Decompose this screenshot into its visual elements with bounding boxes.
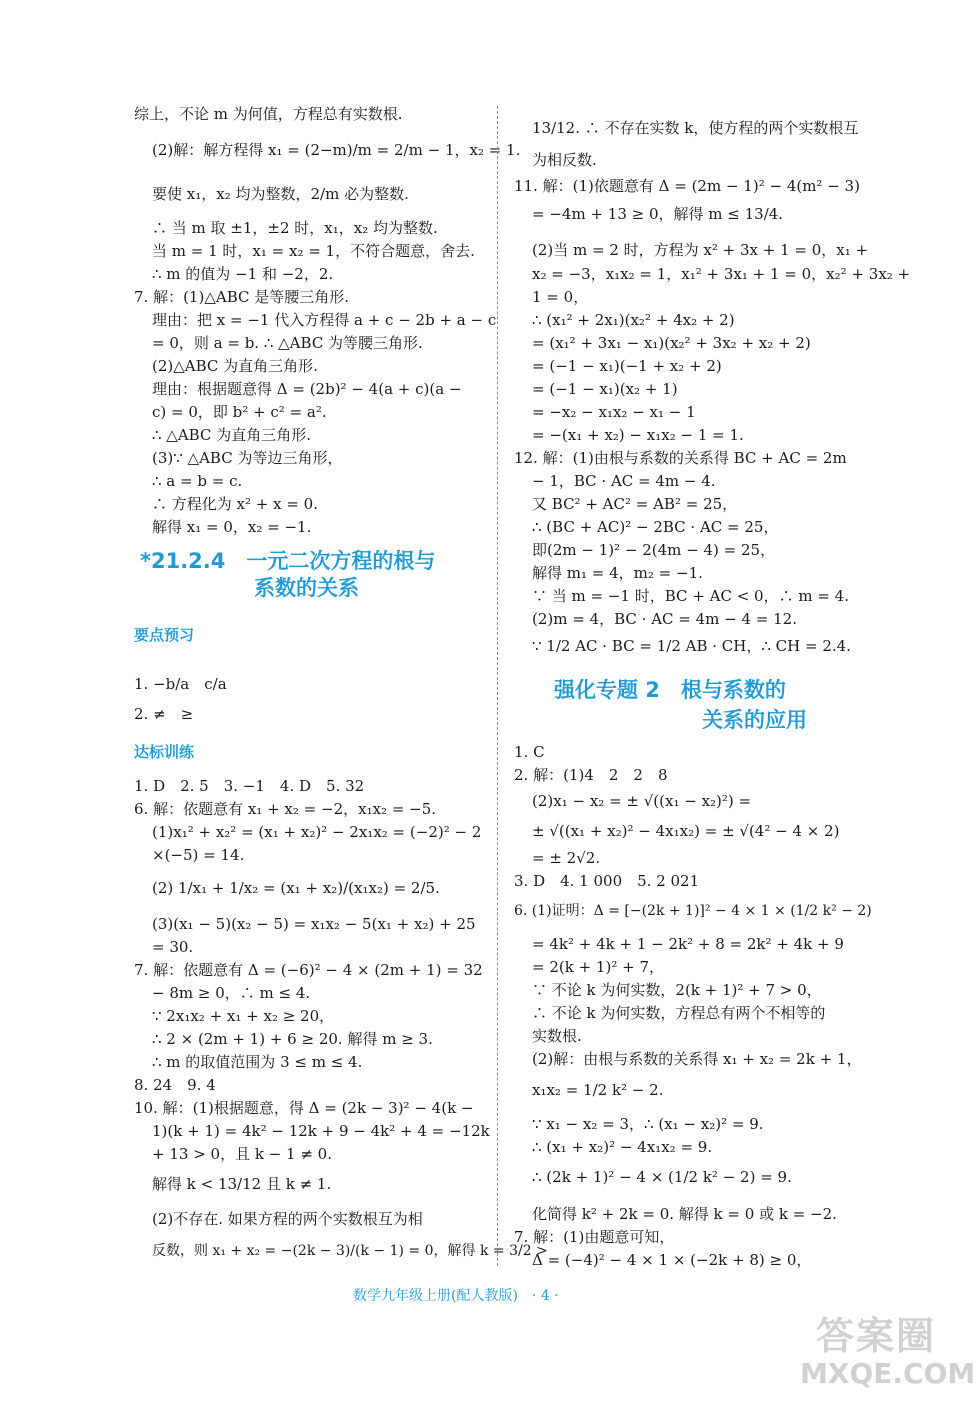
watermark-logo-top: 答案圈 xyxy=(816,1314,937,1358)
text-line: ×(−5) = 14. xyxy=(152,846,245,864)
text-line: ∴ (x₁ + x₂)² − 4x₁x₂ = 9. xyxy=(532,1138,713,1156)
text-line: Δ = (−4)² − 4 × 1 × (−2k + 8) ≥ 0， xyxy=(532,1251,812,1269)
text-line: 1 = 0， xyxy=(532,288,589,306)
text-line: 6. (1)证明：Δ = [−(2k + 1)]² − 4 × 1 × (1/2 k² − 2) xyxy=(514,903,872,919)
text-line: ∴ m 的取值范围为 3 ≤ m ≤ 4. xyxy=(152,1053,363,1071)
text-line: 11. 解：(1)依题意有 Δ = (2m − 1)² − 4(m² − 3) xyxy=(514,177,860,195)
section-title-cont: 关系的应用 xyxy=(702,708,807,732)
text-line: ∴ (2k + 1)² − 4 × (1/2 k² − 2) = 9. xyxy=(532,1168,792,1186)
text-line: c) = 0，即 b² + c² = a². xyxy=(152,403,327,421)
text-line: ± √((x₁ + x₂)² − 4x₁x₂) = ± √(4² − 4 × 2) xyxy=(532,822,840,840)
text-line: (3)(x₁ − 5)(x₂ − 5) = x₁x₂ − 5(x₁ + x₂) + 25 xyxy=(152,915,476,933)
section-title-cont: 系数的关系 xyxy=(254,576,359,600)
text-line: 12. 解：(1)由根与系数的关系得 BC + AC = 2m xyxy=(514,449,847,467)
text-line: ∵ 2x₁x₂ + x₁ + x₂ ≥ 20， xyxy=(152,1007,335,1025)
text-line: 理由：根据题意得 Δ = (2b)² − 4(a + c)(a − xyxy=(152,380,462,398)
preview-heading: 要点预习 xyxy=(134,626,195,644)
text-line: 为相反数. xyxy=(532,151,597,169)
text-line: 又 BC² + AC² = AB² = 25， xyxy=(532,495,738,513)
text-line: (2) 1/x₁ + 1/x₂ = (x₁ + x₂)/(x₁x₂) = 2/5. xyxy=(152,879,440,897)
text-line: (2)x₁ − x₂ = ± √((x₁ − x₂)²) = xyxy=(532,792,752,810)
text-line: = (−1 − x₁)(−1 + x₂ + 2) xyxy=(532,357,722,375)
text-line: = ± 2√2. xyxy=(532,849,601,867)
text-line: 1)(k + 1) = 4k² − 12k + 9 − 4k² + 4 = −12k xyxy=(152,1122,490,1140)
text-line: (2)△ABC 为直角三角形. xyxy=(152,357,318,375)
text-line: 1. C xyxy=(514,743,545,761)
text-line: 理由：把 x = −1 代入方程得 a + c − 2b + a − c xyxy=(152,311,497,329)
text-line: = −4m + 13 ≥ 0，解得 m ≤ 13/4. xyxy=(532,205,784,223)
text-line: 2. ≠ ≥ xyxy=(134,705,194,723)
watermark-logo xyxy=(800,1305,976,1397)
text-line: 当 m = 1 时，x₁ = x₂ = 1，不符合题意，舍去. xyxy=(152,242,475,260)
text-line: ∴ 不论 k 为何实数，方程总有两个不相等的 xyxy=(532,1004,826,1022)
text-line: ∴ m 的值为 −1 和 −2，2. xyxy=(152,265,334,283)
page-footer: 数学九年级上册(配人教版) · 4 · xyxy=(353,1288,559,1304)
text-line: 2. 解：(1)4 2 2 8 xyxy=(514,766,668,784)
text-line: 化简得 k² + 2k = 0. 解得 k = 0 或 k = −2. xyxy=(532,1205,837,1223)
text-line: ∵ 1/2 AC · BC = 1/2 AB · CH，∴ CH = 2.4. xyxy=(532,637,851,655)
text-line: 13/12. ∴ 不存在实数 k，使方程的两个实数根互 xyxy=(532,119,859,137)
text-line: = 4k² + 4k + 1 − 2k² + 8 = 2k² + 4k + 9 xyxy=(532,935,844,953)
training-heading: 达标训练 xyxy=(134,743,195,761)
text-line: (3)∵ △ABC 为等边三角形， xyxy=(152,449,343,467)
text-line: ∴ (BC + AC)² − 2BC · AC = 25， xyxy=(532,518,779,536)
text-line: 解得 x₁ = 0，x₂ = −1. xyxy=(152,518,312,536)
text-line: 综上，不论 m 为何值，方程总有实数根. xyxy=(134,105,403,123)
text-line: 解得 m₁ = 4，m₂ = −1. xyxy=(532,564,703,582)
text-line: = (x₁² + 3x₁ − x₁)(x₂² + 3x₂ + x₂ + 2) xyxy=(532,334,811,352)
text-line: (1)x₁² + x₂² = (x₁ + x₂)² − 2x₁x₂ = (−2)² − 2 xyxy=(152,823,482,841)
text-line: 6. 解：依题意有 x₁ + x₂ = −2，x₁x₂ = −5. xyxy=(134,800,437,818)
text-line: 1. −b/a c/a xyxy=(134,675,227,693)
text-line: − 8m ≥ 0，∴ m ≤ 4. xyxy=(152,984,311,1002)
text-line: 8. 24 9. 4 xyxy=(134,1076,216,1094)
text-line: ∴ 2 × (2m + 1) + 6 ≥ 20. 解得 m ≥ 3. xyxy=(152,1030,433,1048)
text-line: 即(2m − 1)² − 2(4m − 4) = 25， xyxy=(532,541,776,559)
text-line: 1. D 2. 5 3. −1 4. D 5. 32 xyxy=(134,777,365,795)
text-line: 反数，则 x₁ + x₂ = −(2k − 3)/(k − 1) = 0，解得 k = 3/2 > xyxy=(152,1243,548,1259)
text-line: ∴ (x₁² + 2x₁)(x₂² + 4x₂ + 2) xyxy=(532,311,735,329)
text-line: (2)解：解方程得 x₁ = (2−m)/m = 2/m − 1，x₂ = 1. xyxy=(152,141,521,159)
text-line: + 13 > 0，且 k − 1 ≠ 0. xyxy=(152,1145,332,1163)
text-line: (2)当 m = 2 时，方程为 x² + 3x + 1 = 0，x₁ + xyxy=(532,241,869,259)
text-line: = 2(k + 1)² + 7， xyxy=(532,958,664,976)
text-line: ∴ 方程化为 x² + x = 0. xyxy=(152,495,318,513)
watermark-logo-bottom: MXQE.COM xyxy=(800,1357,976,1390)
text-line: ∵ 当 m = −1 时，BC + AC < 0，∴ m = 4. xyxy=(532,587,849,605)
text-line: ∵ 不论 k 为何实数，2(k + 1)² + 7 > 0， xyxy=(532,981,822,999)
text-line: (2)解：由根与系数的关系得 x₁ + x₂ = 2k + 1， xyxy=(532,1050,862,1068)
text-line: 3. D 4. 1 000 5. 2 021 xyxy=(514,872,700,890)
text-line: − 1，BC · AC = 4m − 4. xyxy=(532,472,716,490)
text-line: 7. 解：依题意有 Δ = (−6)² − 4 × (2m + 1) = 32 xyxy=(134,961,483,979)
column-divider xyxy=(497,106,498,1266)
text-line: ∴ a = b = c. xyxy=(152,472,243,490)
section-title: *21.2.4 一元二次方程的根与 xyxy=(140,549,436,573)
text-line: (2)不存在. 如果方程的两个实数根互为相 xyxy=(152,1210,423,1228)
text-line: = 0，则 a = b. ∴ △ABC 为等腰三角形. xyxy=(152,334,423,352)
text-line: 解得 k < 13/12 且 k ≠ 1. xyxy=(152,1175,332,1193)
text-line: ∴ △ABC 为直角三角形. xyxy=(152,426,311,444)
text-line: = −x₂ − x₁x₂ − x₁ − 1 xyxy=(532,403,696,421)
text-line: (2)m = 4，BC · AC = 4m − 4 = 12. xyxy=(532,610,797,628)
text-line: 实数根. xyxy=(532,1027,582,1045)
text-line: 要使 x₁，x₂ 均为整数，2/m 必为整数. xyxy=(152,185,409,203)
text-line: 7. 解：(1)由题意可知， xyxy=(514,1228,675,1246)
text-line: = (−1 − x₁)(x₂ + 1) xyxy=(532,380,678,398)
section-title: 强化专题 2 根与系数的 xyxy=(554,678,786,702)
text-line: 10. 解：(1)根据题意，得 Δ = (2k − 3)² − 4(k − xyxy=(134,1099,474,1117)
text-line: 7. 解：(1)△ABC 是等腰三角形. xyxy=(134,288,350,306)
text-line: x₁x₂ = 1/2 k² − 2. xyxy=(532,1081,664,1099)
text-line: = 30. xyxy=(152,938,194,956)
text-line: ∵ x₁ − x₂ = 3，∴ (x₁ − x₂)² = 9. xyxy=(532,1115,764,1133)
text-line: x₂ = −3，x₁x₂ = 1，x₁² + 3x₁ + 1 = 0，x₂² + 3x₂ + xyxy=(532,265,911,283)
text-line: = −(x₁ + x₂) − x₁x₂ − 1 = 1. xyxy=(532,426,744,444)
text-line: ∴ 当 m 取 ±1，±2 时，x₁，x₂ 均为整数. xyxy=(152,219,438,237)
